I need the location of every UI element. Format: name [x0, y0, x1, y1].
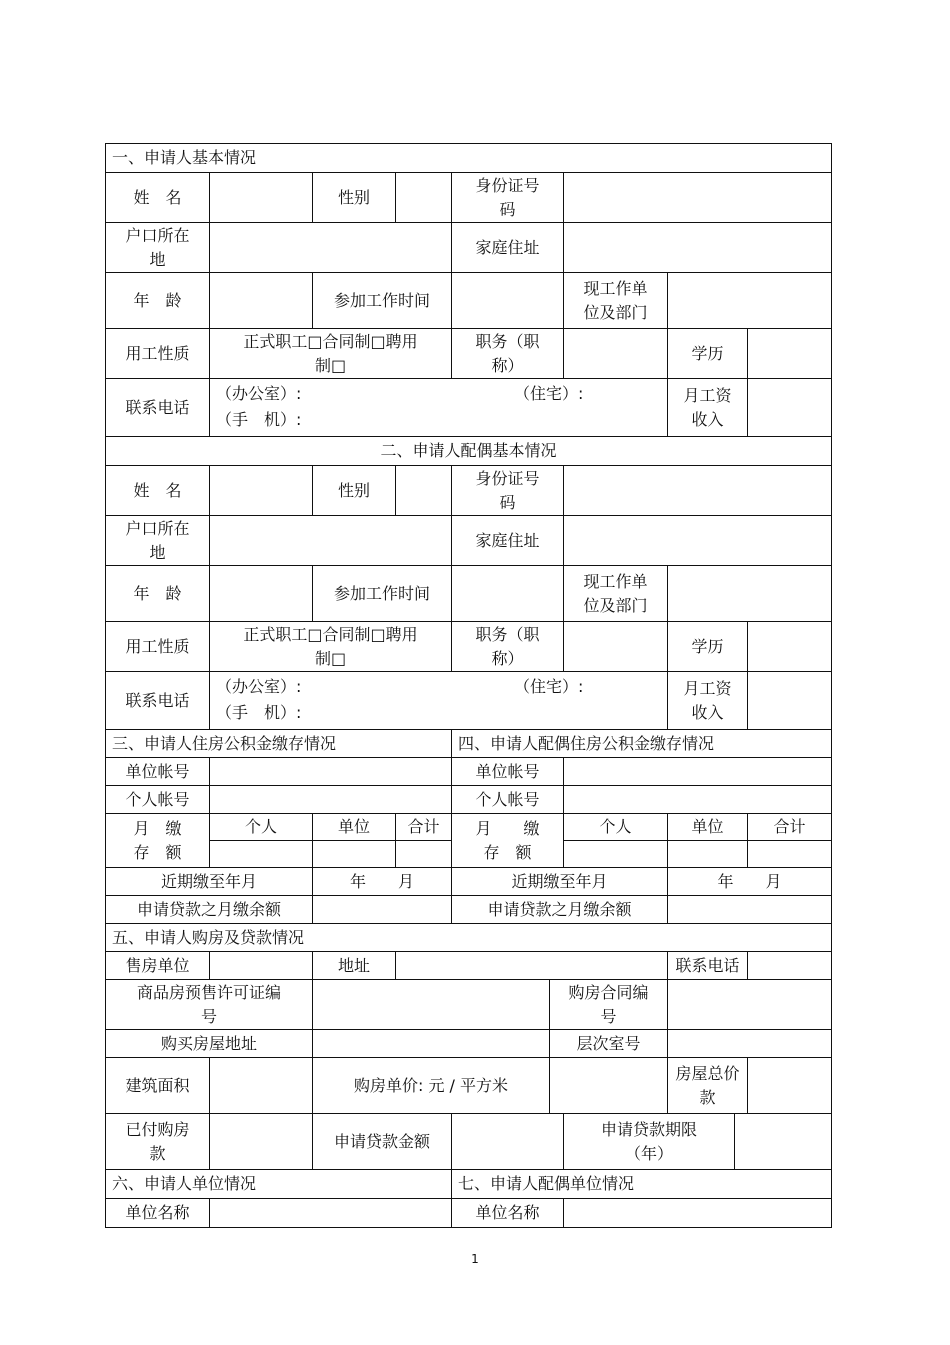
- s1-phone-residence: （住宅）:: [514, 384, 584, 403]
- s3-total-header: 合计: [396, 814, 452, 841]
- s5-address-label: 地址: [313, 952, 396, 980]
- s3-unit-account-field[interactable]: [210, 758, 452, 786]
- s1-gender-label: 性别: [313, 173, 396, 223]
- s1-name-label: 姓 名: [106, 173, 210, 223]
- s5-total-price-field[interactable]: [748, 1058, 831, 1114]
- s5-total-price-label: 房屋总价 款: [668, 1058, 748, 1114]
- s5-contract-no-label: 购房合同编 号: [550, 980, 668, 1030]
- s5-loan-amount-field[interactable]: [452, 1114, 564, 1170]
- s2-work-start-label: 参加工作时间: [313, 566, 452, 622]
- section5-title: 五、申请人购房及贷款情况: [106, 924, 831, 952]
- section6-title: 六、申请人单位情况: [106, 1170, 452, 1199]
- s5-loan-term-field[interactable]: [735, 1114, 831, 1170]
- s2-address-field[interactable]: [564, 516, 831, 566]
- s1-work-start-field[interactable]: [452, 273, 564, 329]
- s3-personal-account-label: 个人帐号: [106, 786, 210, 814]
- s4-total-header: 合计: [748, 814, 831, 841]
- s2-position-label: 职务（职 称）: [452, 622, 564, 672]
- section2-title: 二、申请人配偶基本情况: [106, 437, 831, 466]
- s2-work-start-field[interactable]: [452, 566, 564, 622]
- s4-balance-field[interactable]: [668, 896, 831, 924]
- s5-house-address-field[interactable]: [313, 1030, 550, 1058]
- s1-employer-label: 现工作单 位及部门: [564, 273, 668, 329]
- s5-seller-field[interactable]: [210, 952, 313, 980]
- s7-unit-name-label: 单位名称: [452, 1199, 564, 1227]
- s1-education-label: 学历: [668, 329, 748, 379]
- s4-unit-field[interactable]: [668, 841, 748, 868]
- s1-income-label: 月工资 收入: [668, 379, 748, 437]
- s3-personal-header: 个人: [210, 814, 313, 841]
- s1-id-field[interactable]: [564, 173, 831, 223]
- s1-phone-field[interactable]: [210, 379, 668, 437]
- s4-personal-header: 个人: [564, 814, 668, 841]
- s1-phone-office: （办公室）:: [216, 384, 302, 403]
- s5-paid-field[interactable]: [210, 1114, 313, 1170]
- s6-unit-name-label: 单位名称: [106, 1199, 210, 1227]
- s1-education-field[interactable]: [748, 329, 831, 379]
- s2-id-field[interactable]: [564, 466, 831, 516]
- s2-income-field[interactable]: [748, 672, 831, 730]
- s2-phone-residence: （住宅）:: [514, 677, 584, 696]
- s2-hukou-field[interactable]: [210, 516, 452, 566]
- s1-address-field[interactable]: [564, 223, 831, 273]
- section4-title: 四、申请人配偶住房公积金缴存情况: [452, 730, 831, 758]
- s1-hukou-label: 户口所在 地: [106, 223, 210, 273]
- s2-education-field[interactable]: [748, 622, 831, 672]
- section3-title: 三、申请人住房公积金缴存情况: [106, 730, 452, 758]
- s1-income-field[interactable]: [748, 379, 831, 437]
- s5-contract-no-field[interactable]: [668, 980, 831, 1030]
- s2-emp-type-options[interactable]: 正式职工□合同制□聘用 制□: [210, 622, 452, 672]
- s2-phone-mobile: （手 机）:: [216, 703, 302, 722]
- s3-recent-field[interactable]: 年 月: [313, 868, 452, 896]
- s4-total-field[interactable]: [748, 841, 831, 868]
- s4-monthly-label: 月 缴 存 额: [452, 814, 564, 868]
- s5-presale-permit-label: 商品房预售许可证编 号: [106, 980, 313, 1030]
- s2-phone-label: 联系电话: [106, 672, 210, 730]
- s2-hukou-label: 户口所在 地: [106, 516, 210, 566]
- s1-id-label: 身份证号 码: [452, 173, 564, 223]
- s2-name-field[interactable]: [210, 466, 313, 516]
- s2-income-label: 月工资 收入: [668, 672, 748, 730]
- s5-house-address-label: 购买房屋地址: [106, 1030, 313, 1058]
- s1-phone-label: 联系电话: [106, 379, 210, 437]
- s4-unit-header: 单位: [668, 814, 748, 841]
- s3-unit-field[interactable]: [313, 841, 396, 868]
- s1-address-label: 家庭住址: [452, 223, 564, 273]
- s7-unit-name-field[interactable]: [564, 1199, 831, 1227]
- s5-presale-permit-field[interactable]: [313, 980, 550, 1030]
- s1-phone-mobile: （手 机）:: [216, 410, 302, 429]
- s6-unit-name-field[interactable]: [210, 1199, 452, 1227]
- s4-personal-account-field[interactable]: [564, 786, 831, 814]
- s1-emp-type-options[interactable]: 正式职工□合同制□聘用 制□: [210, 329, 452, 379]
- s3-monthly-label: 月 缴 存 额: [106, 814, 210, 868]
- s5-contact-phone-field[interactable]: [748, 952, 831, 980]
- s5-contact-phone-label: 联系电话: [668, 952, 748, 980]
- s2-gender-label: 性别: [313, 466, 396, 516]
- s3-unit-header: 单位: [313, 814, 396, 841]
- s4-personal-account-label: 个人帐号: [452, 786, 564, 814]
- s1-hukou-field[interactable]: [210, 223, 452, 273]
- s5-area-label: 建筑面积: [106, 1058, 210, 1114]
- s5-seller-label: 售房单位: [106, 952, 210, 980]
- s1-gender-field[interactable]: [396, 173, 452, 223]
- s3-balance-field[interactable]: [313, 896, 452, 924]
- s4-balance-label: 申请贷款之月缴余额: [452, 896, 668, 924]
- s2-employer-label: 现工作单 位及部门: [564, 566, 668, 622]
- s4-personal-field[interactable]: [564, 841, 668, 868]
- s2-gender-field[interactable]: [396, 466, 452, 516]
- s1-age-field[interactable]: [210, 273, 313, 329]
- s2-emp-type-label: 用工性质: [106, 622, 210, 672]
- s3-unit-account-label: 单位帐号: [106, 758, 210, 786]
- s3-total-field[interactable]: [396, 841, 452, 868]
- s1-emp-type-label: 用工性质: [106, 329, 210, 379]
- s2-position-field[interactable]: [564, 622, 668, 672]
- s2-phone-field[interactable]: [210, 672, 668, 730]
- s5-paid-label: 已付购房 款: [106, 1114, 210, 1170]
- s2-address-label: 家庭住址: [452, 516, 564, 566]
- s2-education-label: 学历: [668, 622, 748, 672]
- s1-name-field[interactable]: [210, 173, 313, 223]
- s5-floor-room-label: 层次室号: [550, 1030, 668, 1058]
- s4-recent-label: 近期缴至年月: [452, 868, 668, 896]
- s3-personal-account-field[interactable]: [210, 786, 452, 814]
- section7-title: 七、申请人配偶单位情况: [452, 1170, 831, 1199]
- s3-personal-field[interactable]: [210, 841, 313, 868]
- s1-work-start-label: 参加工作时间: [313, 273, 452, 329]
- s2-age-label: 年 龄: [106, 566, 210, 622]
- s3-balance-label: 申请贷款之月缴余额: [106, 896, 313, 924]
- s1-position-field[interactable]: [564, 329, 668, 379]
- s4-unit-account-field[interactable]: [564, 758, 831, 786]
- s3-recent-label: 近期缴至年月: [106, 868, 313, 896]
- s2-age-field[interactable]: [210, 566, 313, 622]
- s1-employer-field[interactable]: [668, 273, 831, 329]
- s5-loan-amount-label: 申请贷款金额: [313, 1114, 452, 1170]
- section1-title: 一、申请人基本情况: [106, 144, 831, 173]
- application-form: [105, 143, 832, 1228]
- s5-floor-room-field[interactable]: [668, 1030, 831, 1058]
- s2-id-label: 身份证号 码: [452, 466, 564, 516]
- s1-position-label: 职务（职 称）: [452, 329, 564, 379]
- s5-address-field[interactable]: [396, 952, 668, 980]
- s2-employer-field[interactable]: [668, 566, 831, 622]
- s2-name-label: 姓 名: [106, 466, 210, 516]
- s5-unit-price-field[interactable]: [550, 1058, 668, 1114]
- s5-unit-price-label: 购房单价: 元 / 平方米: [313, 1058, 550, 1114]
- s4-recent-field[interactable]: 年 月: [668, 868, 831, 896]
- s5-area-field[interactable]: [210, 1058, 313, 1114]
- s2-phone-office: （办公室）:: [216, 677, 302, 696]
- page-number: 1: [471, 1252, 479, 1266]
- s4-unit-account-label: 单位帐号: [452, 758, 564, 786]
- s1-age-label: 年 龄: [106, 273, 210, 329]
- s5-loan-term-label: 申请贷款期限 （年）: [564, 1114, 735, 1170]
